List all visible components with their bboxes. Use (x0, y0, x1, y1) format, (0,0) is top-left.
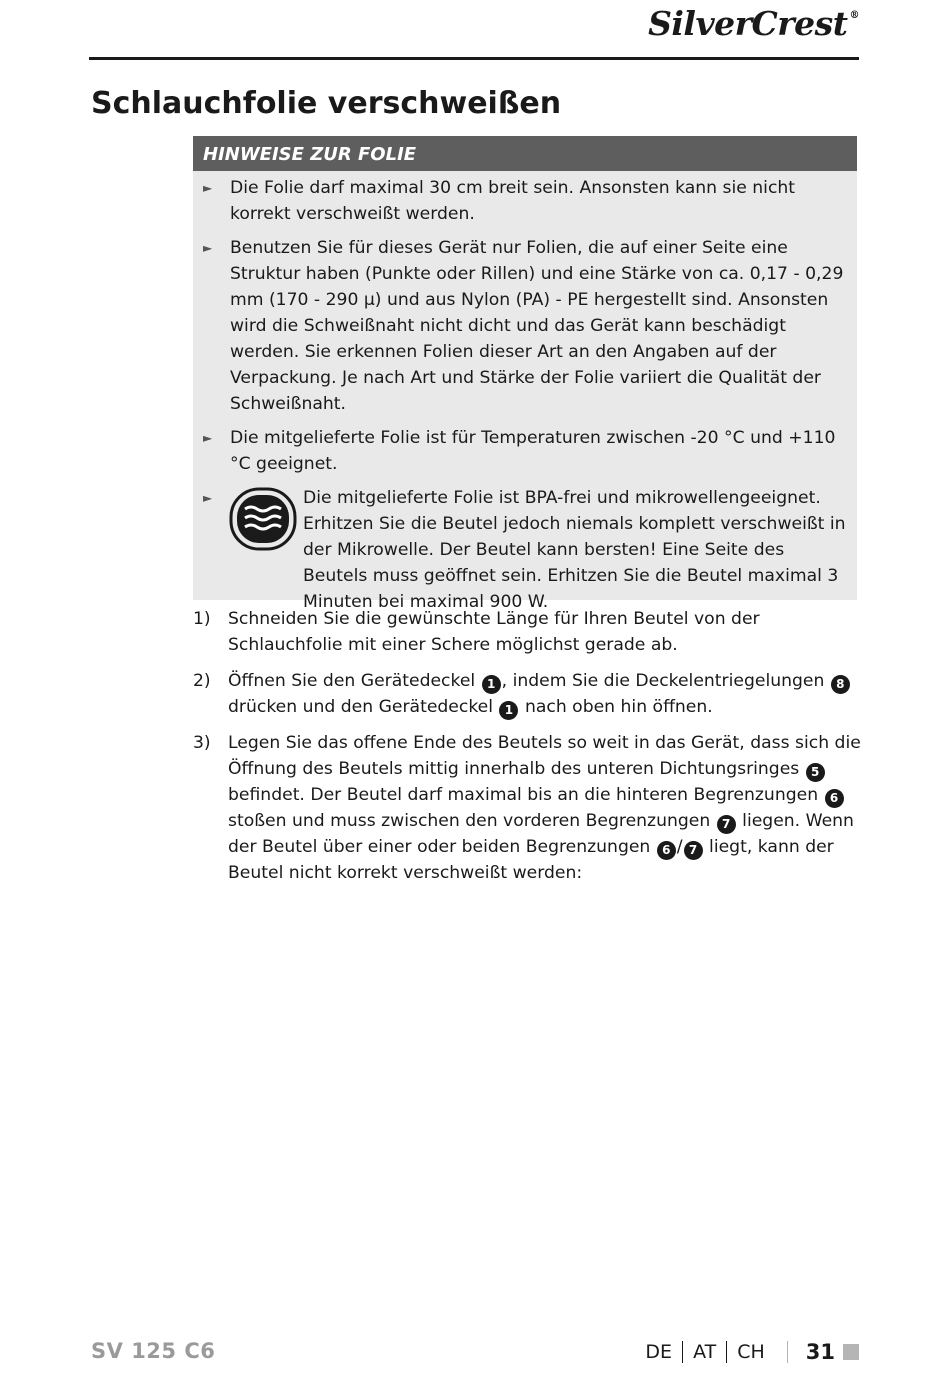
step-number: 3) (193, 733, 211, 753)
divider (787, 1341, 788, 1363)
note-item: ► Die mitgelieferte Folie ist für Temperaturen zwischen -20 °C und +110 °C geeignet. (193, 425, 857, 477)
note-item: ► Die mitgelieferte Folie ist BPA-frei und mikrowellengeeignet. Erhitzen Sie die Beutel jedoch niemals komplett verschweißt in der Mikrowelle. Der Beutel kann bersten! Eine Seite des Beutels muss geöffnet sein. Erhitzen Sie die Beutel maximal 3 Minuten bei maximal 900 W. (193, 485, 857, 615)
divider (726, 1341, 727, 1363)
step-item: 1) Schneiden Sie die gewünschte Länge für Ihren Beutel von der Schlauchfolie mit einer Schere möglichst gerade ab. (193, 606, 861, 658)
step-item: 3) Legen Sie das offene Ende des Beutels so weit in das Gerät, dass sich die Öffnung des Beutels mittig innerhalb des unteren Dichtungsringes 5 befindet. Der Beutel darf maximal bis an die hinteren Begrenzungen 6 stoßen und muss zwischen den vorderen Begrenzungen 7 liegen. Wenn der Beutel über einer oder beiden Begrenzungen 6 / 7 liegt, kann der Beutel nicht korrekt verschweißt werden: (193, 730, 861, 886)
footer-page-info (645, 1340, 859, 1364)
note-item: ► Die Folie darf maximal 30 cm breit sein. Ansonsten kann sie nicht korrekt verschweißt werden. (193, 175, 857, 227)
part-reference-badge: 1 (499, 701, 518, 720)
registered-mark: ® (849, 10, 859, 21)
triangle-right-icon: ► (203, 491, 213, 505)
part-reference-badge: 7 (684, 841, 703, 860)
part-reference-badge: 5 (806, 763, 825, 782)
part-reference-badge: 6 (657, 841, 676, 860)
page-number: 31 (805, 1340, 835, 1364)
triangle-right-icon: ► (203, 241, 213, 255)
triangle-right-icon: ► (203, 431, 213, 445)
note-item: ► Benutzen Sie für dieses Gerät nur Folien, die auf einer Seite eine Struktur haben (Punkte oder Rillen) und eine Stärke von ca. 0,17 - 0,29 mm (170 - 290 µ) und aus Nylon (PA) - PE hergestellt sind. Ansonsten wird die Schweißnaht nicht dicht und das Gerät kann beschädigt werden. Sie erkennen Folien dieser Art an den Angaben auf der Verpackung. Je nach Art und Stärke der Folie variiert die Qualität der Schweißnaht. (193, 235, 857, 417)
page-marker-square (843, 1344, 859, 1360)
country-code: CH (737, 1341, 765, 1363)
step-number: 1) (193, 609, 211, 629)
divider (682, 1341, 683, 1363)
notes-box (193, 136, 857, 612)
model-number: SV 125 C6 (91, 1339, 216, 1363)
part-reference-badge: 8 (831, 675, 850, 694)
country-code: AT (693, 1341, 717, 1363)
part-reference-badge: 1 (482, 675, 501, 694)
steps-list (193, 606, 861, 896)
notes-heading: HINWEISE ZUR FOLIE (193, 136, 857, 171)
country-code: DE (645, 1341, 673, 1363)
part-reference-badge: 7 (717, 815, 736, 834)
header-rule (89, 57, 859, 60)
triangle-right-icon: ► (203, 181, 213, 195)
brand-logo: SilverCrest ® (648, 4, 859, 43)
step-item: 2) Öffnen Sie den Gerätedeckel 1 , indem Sie die Deckelentriegelungen 8 drücken und den Gerätedeckel 1 nach oben hin öffnen. (193, 668, 861, 720)
part-reference-badge: 6 (825, 789, 844, 808)
notes-list (193, 175, 857, 615)
step-number: 2) (193, 671, 211, 691)
microwave-safe-icon (229, 487, 297, 551)
page-title: Schlauchfolie verschweißen (91, 86, 562, 121)
